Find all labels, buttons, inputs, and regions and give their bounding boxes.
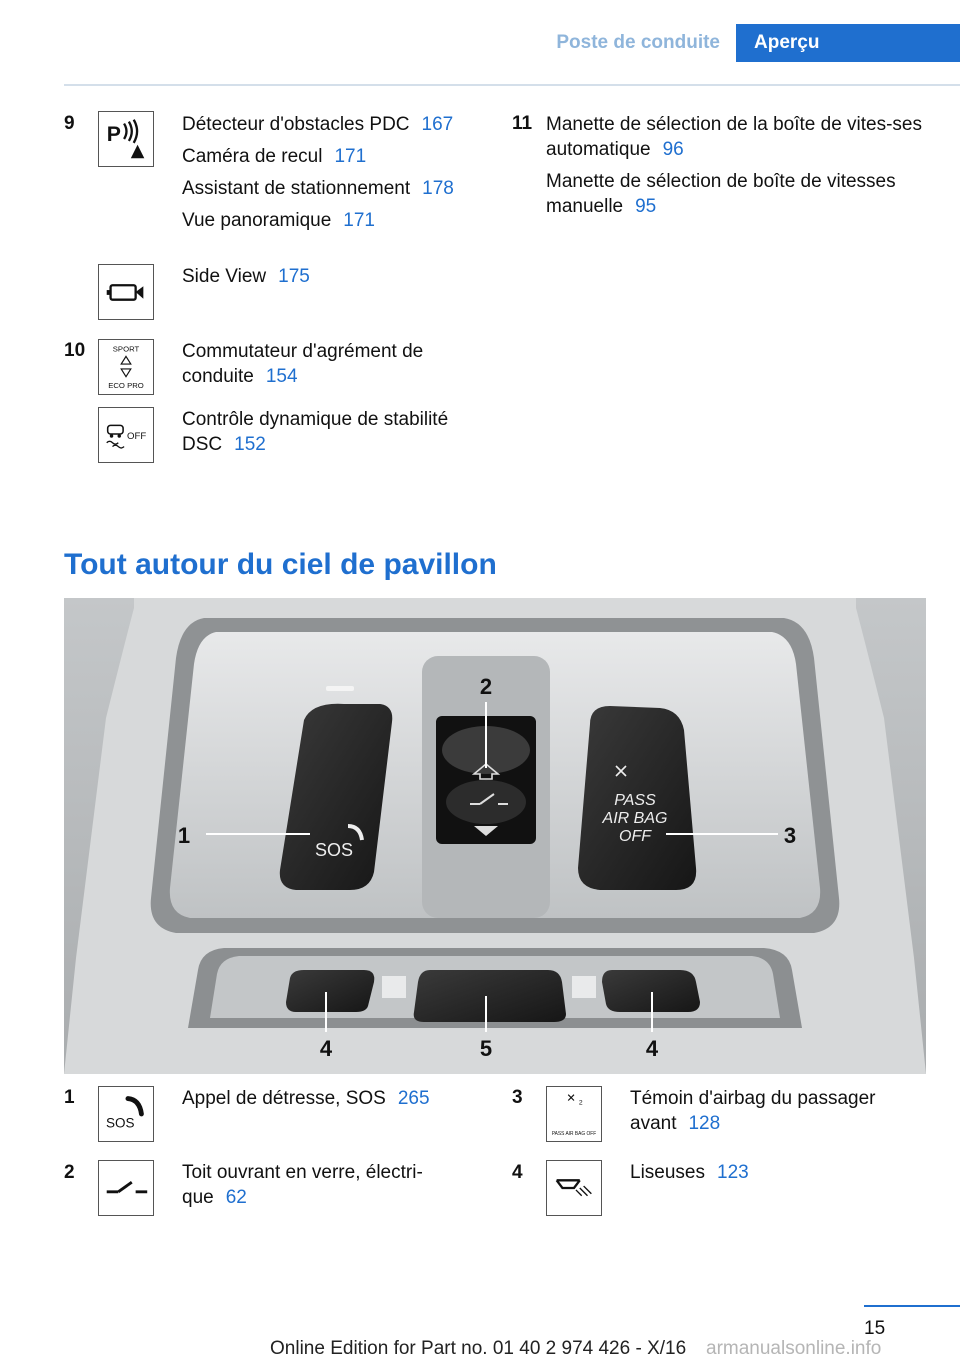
- sport-eco-pro-icon: [98, 339, 154, 395]
- item-number: 11: [512, 113, 533, 134]
- entry-manual-selector: Manette de sélection de boîte de vitesses manuelle 95: [546, 171, 896, 217]
- icon-text-sport: SPORT: [112, 344, 140, 354]
- page-link[interactable]: 154: [265, 366, 298, 387]
- callout-4-right: 4: [645, 1036, 659, 1061]
- park-distance-control-icon: [98, 111, 154, 167]
- photo-airbag-line3: OFF: [619, 828, 651, 845]
- entry-parking-assistant: Assistant de stationnement 178: [182, 178, 454, 199]
- photo-airbag-line1: PASS: [614, 792, 656, 809]
- page-link[interactable]: 123: [717, 1162, 749, 1183]
- footer-edition: Online Edition for Part no. 01 40 2 974 426 - X/16: [270, 1338, 687, 1359]
- dsc-off-icon: [98, 407, 154, 463]
- callout-3: 3: [783, 823, 797, 848]
- entry-side-view: Side View 175: [182, 266, 310, 287]
- svg-text:2: 2: [578, 1099, 583, 1107]
- callout-2: 2: [479, 674, 493, 699]
- watermark: armanualsonline.info: [706, 1338, 882, 1359]
- header-rule: [64, 84, 960, 86]
- page-link[interactable]: 171: [334, 146, 367, 167]
- icon-text-sos: SOS: [105, 1115, 135, 1131]
- page-link[interactable]: 265: [397, 1088, 430, 1109]
- item-number: 1: [64, 1087, 75, 1108]
- callout-4-left: 4: [319, 1036, 333, 1061]
- entry-dsc: Contrôle dynamique de stabilité DSC 152: [182, 409, 449, 455]
- entry-reading-lights: Liseuses 123: [630, 1162, 749, 1183]
- entry-panoramic-view: Vue panoramique 171: [182, 210, 375, 231]
- page-link[interactable]: 95: [635, 196, 657, 217]
- page-link[interactable]: 96: [662, 139, 684, 160]
- section-title: Tout autour du ciel de pavillon: [64, 548, 497, 581]
- item-number: 4: [512, 1162, 523, 1183]
- header-active-tab: Aperçu: [736, 24, 960, 62]
- item-number: 2: [64, 1162, 75, 1183]
- callout-1: 1: [177, 823, 191, 848]
- page-link[interactable]: 175: [278, 266, 310, 287]
- entry-rear-camera: Caméra de recul 171: [182, 146, 367, 167]
- page-link[interactable]: 167: [421, 114, 454, 135]
- page-link[interactable]: 62: [225, 1187, 247, 1208]
- icon-text-pass-airbag-off: PASS AIR BAG OFF: [551, 1131, 597, 1138]
- entry-sos: Appel de détresse, SOS 265: [182, 1088, 430, 1109]
- photo-airbag-line2: AIR BAG: [602, 810, 668, 827]
- photo-sos-label: SOS: [314, 840, 354, 860]
- page-header: [0, 24, 960, 62]
- side-view-camera-icon: [98, 264, 154, 320]
- page-link[interactable]: 152: [234, 434, 266, 455]
- entry-passenger-airbag: Témoin d'airbag du passager avant 128: [630, 1088, 876, 1134]
- entry-driving-experience-control: Commutateur d'agrément de conduite 154: [182, 341, 424, 387]
- footer-rule: [864, 1305, 960, 1307]
- header-section-title: Poste de conduite: [556, 32, 720, 53]
- icon-text-eco-pro: ECO PRO: [108, 381, 144, 391]
- entry-glass-sunroof: Toit ouvrant en verre, électri-que 62: [182, 1162, 423, 1208]
- item-number: 3: [512, 1087, 523, 1108]
- page-link[interactable]: 128: [688, 1113, 721, 1134]
- entry-automatic-selector: Manette de sélection de la boîte de vites-ses automatique 96: [546, 114, 923, 160]
- sos-icon: [98, 1086, 154, 1142]
- page-number: 15: [864, 1318, 886, 1339]
- page-link[interactable]: 171: [343, 210, 375, 231]
- overhead-console-photo: [64, 598, 926, 1074]
- passenger-airbag-icon: [546, 1086, 602, 1142]
- page-link[interactable]: 178: [422, 178, 454, 199]
- svg-text:P: P: [106, 122, 121, 146]
- item-number: 9: [64, 113, 75, 134]
- reading-light-icon: [546, 1160, 602, 1216]
- glass-sunroof-icon: [98, 1160, 154, 1216]
- icon-text-off: OFF: [126, 430, 147, 442]
- callout-5: 5: [479, 1036, 493, 1061]
- item-number: 10: [64, 340, 86, 361]
- entry-pdc: Détecteur d'obstacles PDC 167: [182, 114, 454, 135]
